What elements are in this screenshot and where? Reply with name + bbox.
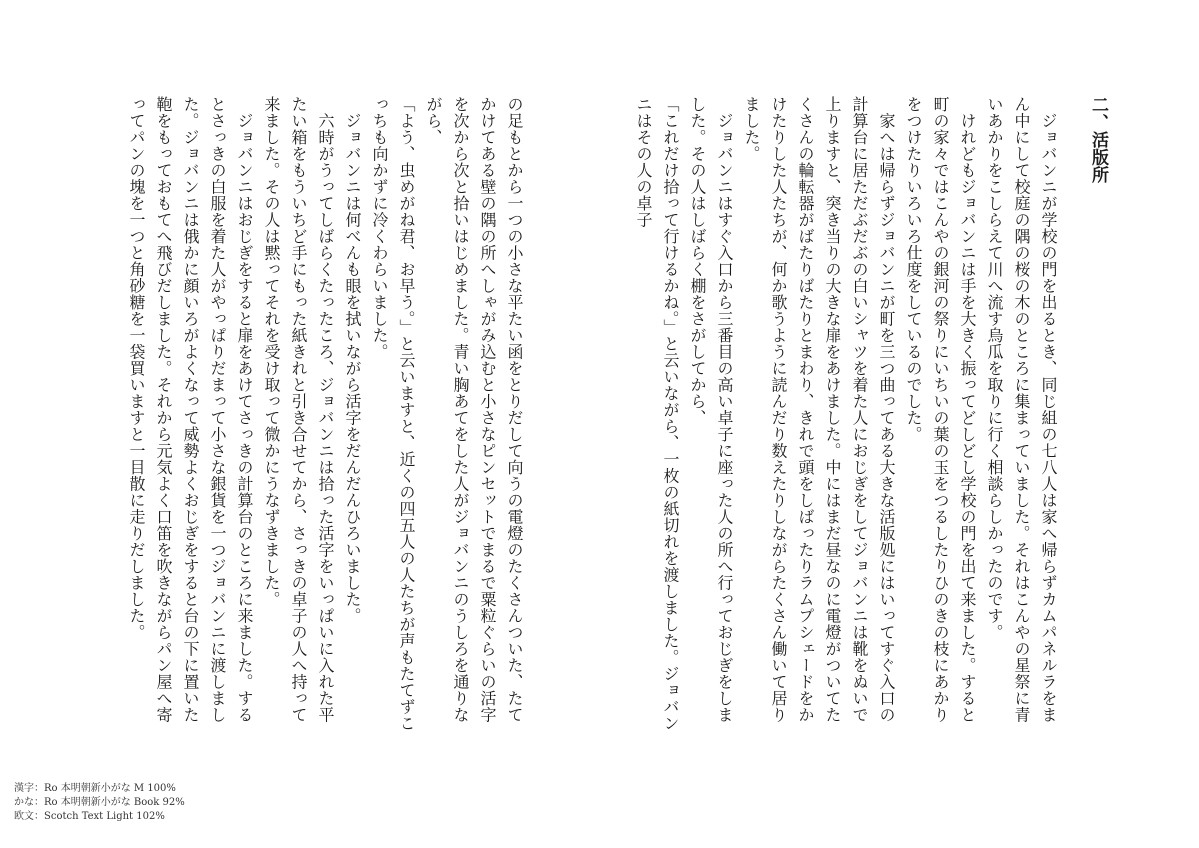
font-spec-notes — [14, 782, 185, 824]
font-spec-latin: 欧文：Scotch Text Light 102% — [14, 811, 165, 822]
body-paragraph: ジョバンニが学校の門を出るとき、同じ組の七八人は家へ帰らずカムパネルラをまん中にして校庭の隅の桜の木のところに集まっていました。それはこんやの星祭に青いあかりをこしらえて川へ流す烏瓜を取りに行く相談らしかったのです。 — [985, 96, 1058, 723]
body-paragraph: ジョバンニはすぐ入口から三番目の高い卓子に座った人の所へ行っておじぎをしました。その人はしばらく棚をさがしてから、 — [688, 96, 734, 723]
font-spec-kanji: 漢字：Ro 本明朝新小がな M 100% — [14, 783, 176, 794]
body-paragraph: ジョバンニは何べんも眼を拭いながら活字をだんだんひろいました。 — [343, 96, 362, 624]
left-page-text — [127, 96, 528, 736]
body-paragraph: ジョバンニはおじぎをすると扉をあけてさっきの計算台のところに来ました。するとさっきの白服を着た人がやっぱりだまって小さな銀貨を一つジョバンニに渡しました。ジョバンニは俄かに顔いろがよくなって威勢よくおじぎをすると台の下に置いた鞄をもっておもてへ飛びだしました。それから元気よく口笛を吹きながらパン屋へ寄ってパンの塊を一つと角砂糖を一袋買いますと一目散に走りだしました。 — [127, 96, 254, 723]
body-paragraph: 「よう、虫めがね君、お早う。」と云いますと、近くの四五人の人たちが声もたてずこっちも向かずに冷くわらいました。 — [370, 96, 416, 732]
chapter-title: 二、活版所 — [1088, 96, 1108, 184]
body-paragraph: 六時がうってしばらくたったころ、ジョバンニは拾った活字をいっぱいに入れた平たい箱をもういちど手にもった紙きれと引き合せてから、さっきの卓子の人へ持って来ました。その人は黙ってそれを受け取って微かにうなずきました。 — [262, 96, 335, 723]
body-paragraph: の足もとから一つの小さな平たい函をとりだして向うの電燈のたくさんついた、たてかけてある壁の隅の所へしゃがみ込むと小さなピンセットでまるで粟粒ぐらいの活字を次から次と拾いはじめました。青い胸あてをした人がジョバンニのうしろを通りながら、 — [424, 96, 524, 723]
body-paragraph: 「これだけ拾って行けるかね。」と云いながら、一枚の紙切れを渡しました。ジョバンニはその人の卓子 — [634, 96, 680, 732]
font-spec-kana: かな：Ro 本明朝新小がな Book 92% — [14, 797, 185, 808]
body-paragraph: 家へは帰らずジョバンニが町を三つ曲ってある大きな活版処にはいってすぐ入口の計算台に居ただぶだぶの白いシャツを着た人におじぎをしてジョバンニは靴をぬいで上りますと、突き当りの大きな扉をあけました。中にはまだ昼なのに電燈がついてたくさんの輪転器がばたりばたりとまわり、きれで頭をしばったりラムプシェードをかけたりした人たちが、何か歌うように読んだり数えたりしながらたくさん働いて居りました。 — [742, 96, 896, 723]
body-paragraph: けれどもジョバンニは手を大きく振ってどしどし学校の門を出て来ました。すると町の家々ではこんやの銀河の祭りにいちいの葉の玉をつるしたりひのきの枝にあかりをつけたりいろいろ仕度をしているのでした。 — [904, 96, 977, 723]
right-page-text — [634, 96, 1111, 736]
